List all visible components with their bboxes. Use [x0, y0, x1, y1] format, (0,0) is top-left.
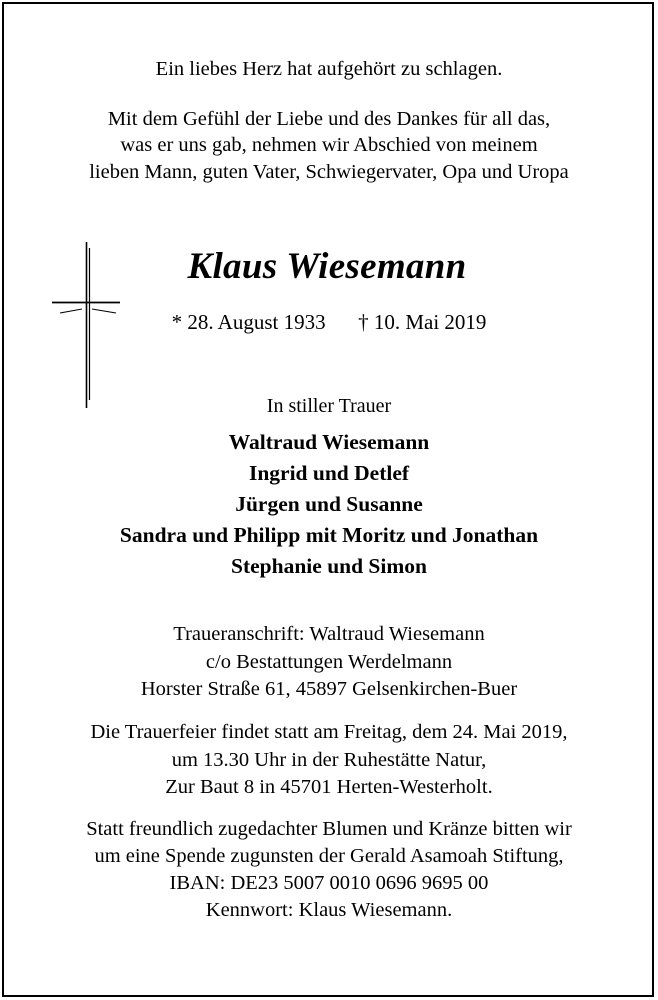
donation-line: IBAN: DE23 5007 0010 0696 9695 00	[169, 872, 489, 894]
birth-date: * 28. August 1933	[171, 310, 326, 334]
mourner-name: Waltraud Wiesemann	[228, 430, 430, 454]
ceremony-line: Die Trauerfeier findet statt am Freitag, dem 24. Mai 2019,	[90, 721, 568, 743]
mourner-name: Stephanie und Simon	[231, 554, 427, 578]
mourners-heading: In stiller Trauer	[266, 395, 392, 417]
death-date: † 10. Mai 2019	[358, 310, 487, 334]
life-dates	[0, 310, 658, 335]
donation-line: um eine Spende zugunsten der Gerald Asamoah Stiftung,	[94, 845, 564, 867]
ceremony-line: Zur Baut 8 in 45701 Herten-Westerholt.	[165, 776, 493, 798]
deceased-name: Klaus Wiesemann	[187, 246, 467, 287]
donation-line: Kennwort: Klaus Wiesemann.	[205, 899, 453, 921]
intro-line: was er uns gab, nehmen wir Abschied von meinem	[120, 134, 538, 156]
donation-line: Statt freundlich zugedachter Blumen und Kränze bitten wir	[86, 818, 572, 840]
intro-line: lieben Mann, guten Vater, Schwiegervater, Opa und Uropa	[89, 161, 569, 183]
intro-line: Mit dem Gefühl der Liebe und des Dankes für all das,	[107, 108, 551, 130]
intro-heading: Ein liebes Herz hat aufgehört zu schlagen.	[155, 58, 503, 80]
address-line: Horster Straße 61, 45897 Gelsenkirchen-Buer	[140, 678, 518, 700]
address-line: c/o Bestattungen Werdelmann	[205, 651, 453, 673]
address-line: Traueranschrift: Waltraud Wiesemann	[173, 623, 485, 645]
mourner-name: Ingrid und Detlef	[248, 461, 410, 485]
mourner-name: Jürgen und Susanne	[235, 492, 423, 516]
mourner-name: Sandra und Philipp mit Moritz und Jonathan	[119, 523, 539, 547]
ceremony-line: um 13.30 Uhr in der Ruhestätte Natur,	[171, 749, 487, 771]
